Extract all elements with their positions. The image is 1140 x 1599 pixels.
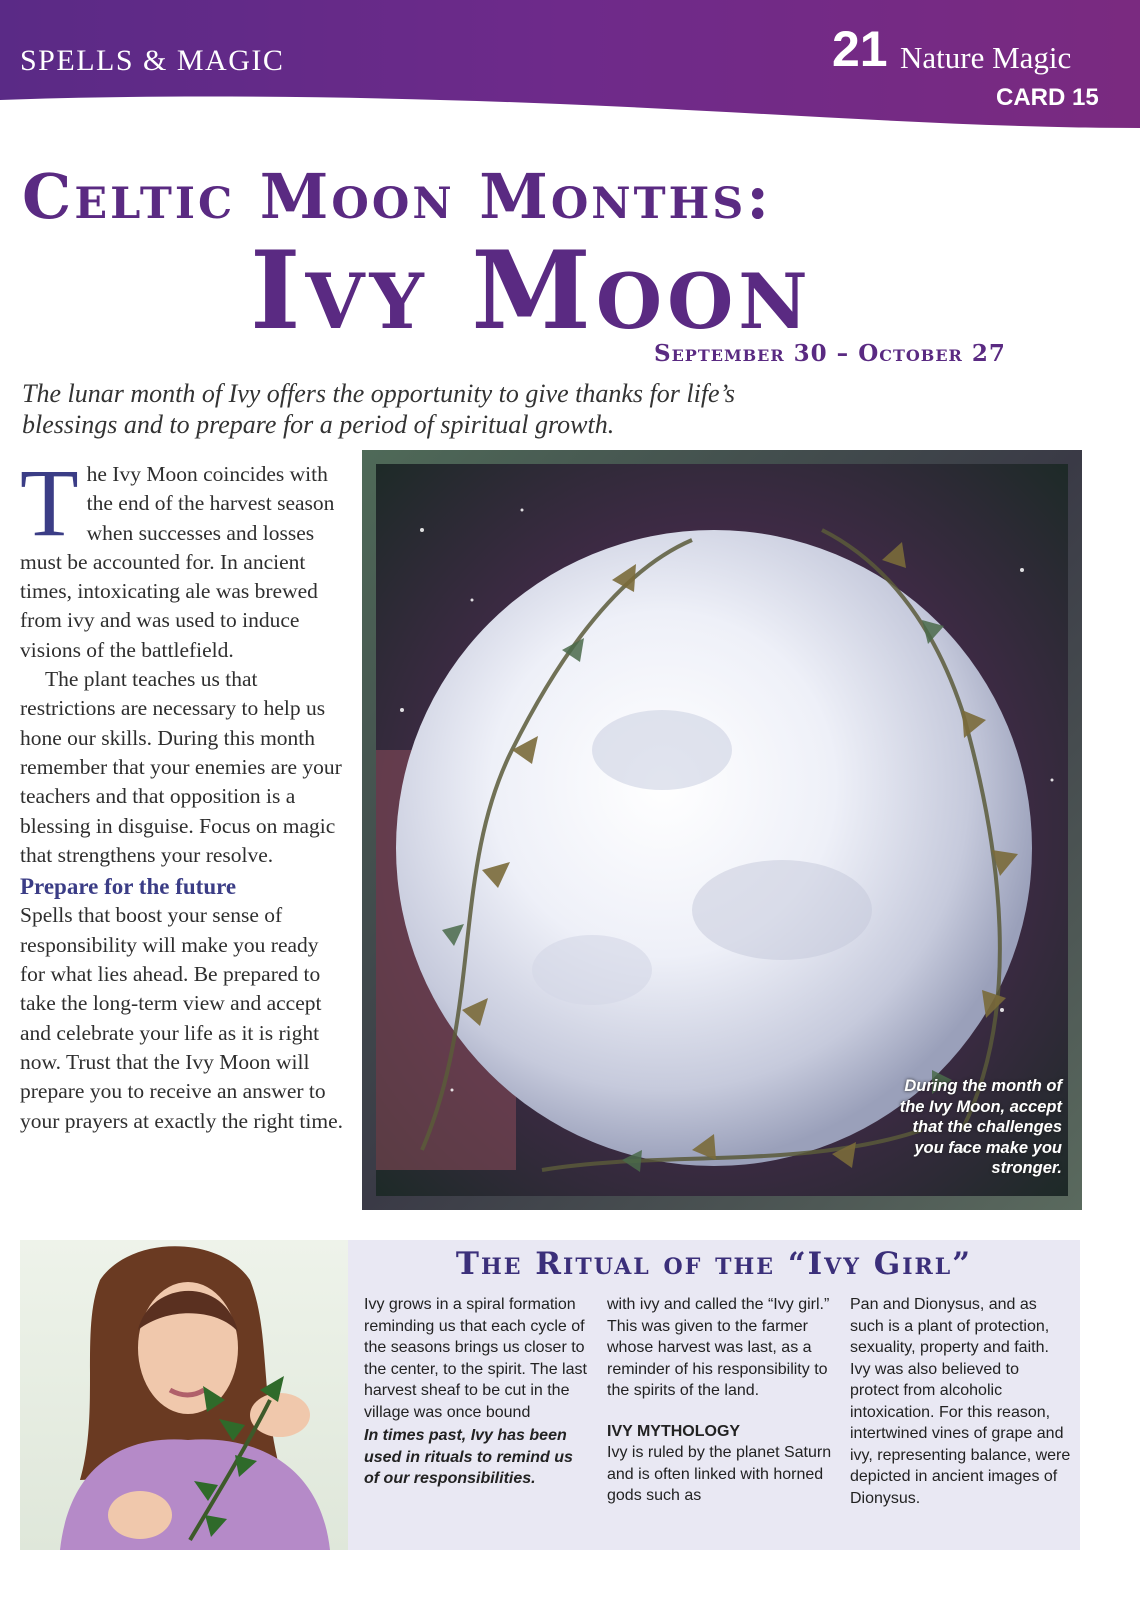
ritual-col3-text: Pan and Dionysus, and as such is a plant of protection, sexuality, property and faith. bbox=[850, 1296, 1050, 1356]
series-name: Nature Magic bbox=[900, 40, 1072, 75]
subheading: Prepare for the future bbox=[20, 874, 237, 900]
ritual-col1-text: Ivy grows in a spiral formation reminding us that each cycle of the seasons brings us closer to the center, to the spirit. The last harvest sheaf to be cut in the village was once bound bbox=[364, 1296, 587, 1421]
body-paragraph-1: he Ivy Moon coincides with the end of the harvest season when successes and losses must be accounted for. In ancient times, intoxicating ale was brewed from ivy and was used to induce visions of the battlefield. bbox=[20, 462, 335, 662]
ritual-box bbox=[348, 1240, 1080, 1550]
ritual-title: The Ritual of the “Ivy Girl” bbox=[455, 1246, 973, 1282]
mythology-heading: IVY MYTHOLOGY bbox=[607, 1422, 741, 1440]
ritual-photo bbox=[20, 1240, 348, 1550]
header-band bbox=[0, 0, 1140, 140]
ritual-col2-text-2: Ivy is ruled by the planet Saturn and is often linked with horned gods such as bbox=[607, 1444, 832, 1504]
intro-text: The lunar month of Ivy offers the opportunity to give thanks for life’s blessings and to prepare for a period of spiritual growth. bbox=[22, 379, 736, 439]
card-label: CARD 15 bbox=[996, 84, 1099, 111]
title-line-1: Celtic Moon Months: bbox=[22, 160, 773, 233]
ritual-col3-text-2: Ivy was also believed to protect from alcoholic intoxication. For this reason, intertwined vines of grape and ivy, representing balance, were depicted in ancient images of Dionysus. bbox=[850, 1360, 1071, 1507]
image-caption: During the month of the Ivy Moon, accept that the challenges you face make you stronger. bbox=[899, 1077, 1062, 1177]
ritual-column-3 bbox=[850, 1294, 1072, 1509]
ritual-column-1 bbox=[364, 1294, 589, 1490]
body-paragraph-2: The plant teaches us that restrictions are necessary to help us hone our skills. During this month remember that your enemies are your teachers and that opposition is a blessing in disguise. Focus on magic that strengthens your resolve. bbox=[20, 667, 342, 867]
pull-quote: In times past, Ivy has been used in rituals to remind us of our responsibilities. bbox=[364, 1427, 573, 1487]
issue-number: 21 bbox=[832, 21, 888, 77]
drop-cap: T bbox=[20, 449, 79, 556]
date-range: September 30 – October 27 bbox=[654, 340, 1006, 367]
body-paragraph-3: Spells that boost your sense of responsibility will make you ready for what lies ahead. Be prepared to take the long-term view and accept and celebrate your life as it is right now. Trust that the Ivy Moon will prepare you to receive an answer to your prayers at exactly the right time. bbox=[20, 903, 343, 1133]
ritual-col2-text: with ivy and called the “Ivy girl.” This was given to the farmer whose harvest was last, as a reminder of his responsibility to the spirits of the land. bbox=[607, 1296, 830, 1399]
section-title: SPELLS & MAGIC bbox=[20, 44, 285, 77]
woman-with-ivy-illustration bbox=[20, 1240, 348, 1550]
ritual-column-2 bbox=[607, 1294, 832, 1507]
title-line-2: Ivy Moon bbox=[250, 228, 813, 354]
body-column bbox=[20, 449, 345, 1136]
